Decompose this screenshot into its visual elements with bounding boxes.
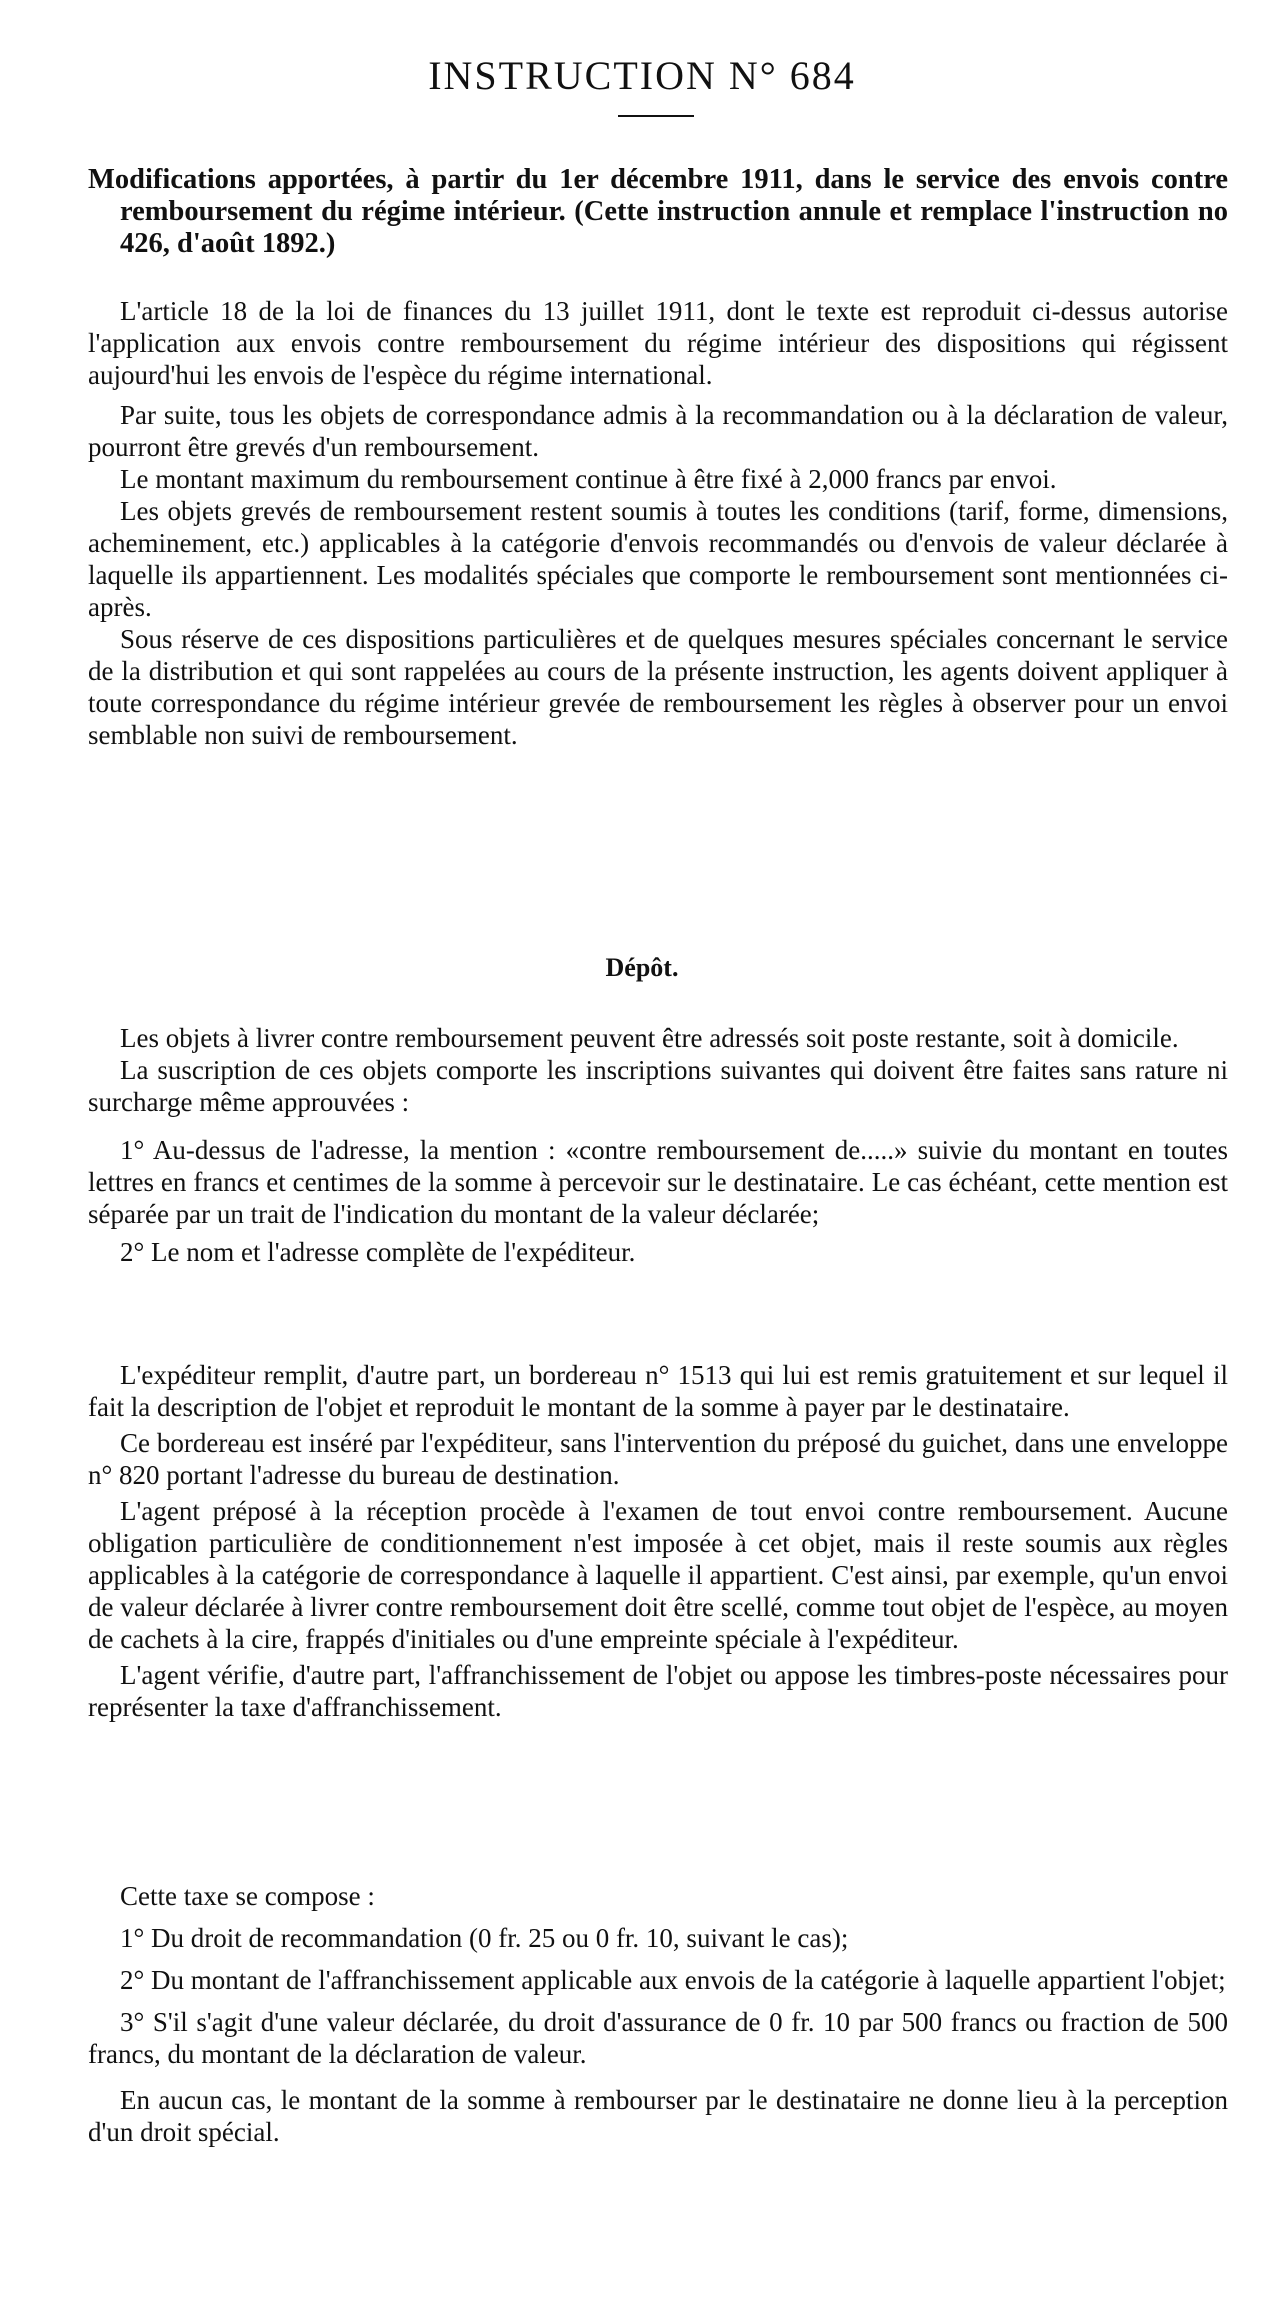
- list-item: 1° Au-dessus de l'adresse, la mention : «contre remboursement de.....» suivie du montant en toutes lettres en francs et centimes de la somme à percevoir sur le destinataire. Le cas échéant, cette mention est séparée par un trait de l'indication du montant de la valeur déclarée;: [88, 1135, 1228, 1229]
- list-item: 2° Du montant de l'affranchissement applicable aux envois de la catégorie à laquelle appartient l'objet;: [120, 1965, 1226, 1995]
- title-underline: [618, 115, 694, 117]
- paragraph: Cette taxe se compose :: [120, 1881, 375, 1911]
- paragraph: Les objets grevés de remboursement restent soumis à toutes les conditions (tarif, forme, dimensions, acheminement, etc.) applicables à la catégorie d'envois recommandés ou d'envois de valeur déclarée à laquelle ils appartiennent. Les modalités spéciales que comporte le remboursement sont mentionnées ci-après.: [88, 496, 1228, 622]
- bordereau-section: [88, 1359, 1228, 1723]
- paragraph: Par suite, tous les objets de correspondance admis à la recommandation ou à la déclaration de valeur, pourront être grevés d'un remboursement.: [88, 400, 1228, 462]
- paragraph: L'article 18 de la loi de finances du 13 juillet 1911, dont le texte est reproduit ci-dessus autorise l'application aux envois contre remboursement du régime intérieur des dispositions qui régissent aujourd'hui les envois de l'espèce du régime international.: [88, 296, 1228, 390]
- instruction-title: INSTRUCTION N° 684: [428, 53, 856, 98]
- paragraph: L'expéditeur remplit, d'autre part, un bordereau n° 1513 qui lui est remis gratuitement et sur lequel il fait la description de l'objet et reproduit le montant de la somme à payer par le destinataire.: [88, 1360, 1228, 1422]
- list-item: 3° S'il s'agit d'une valeur déclarée, du droit d'assurance de 0 fr. 10 par 500 francs ou fraction de 500 francs, du montant de la déclaration de valeur.: [88, 2007, 1228, 2069]
- instruction-subtitle: Modifications apportées, à partir du 1er décembre 1911, dans le service des envois contre remboursement du régime intérieur. (Cette instruction annule et remplace l'instruction no 426, d'août 1892.): [88, 164, 1228, 259]
- depot-section: [88, 1022, 1228, 1268]
- paragraph: Ce bordereau est inséré par l'expéditeur, sans l'intervention du préposé du guichet, dans une enveloppe n° 820 portant l'adresse du bureau de destination.: [88, 1428, 1228, 1490]
- paragraph: Sous réserve de ces dispositions particulières et de quelques mesures spéciales concernant le service de la distribution et qui sont rappelées au cours de la présente instruction, les agents doivent appliquer à toute correspondance du régime intérieur grevée de remboursement les règles à observer pour un envoi semblable non suivi de remboursement.: [88, 624, 1228, 750]
- paragraph: La suscription de ces objets comporte les inscriptions suivantes qui doivent être faites sans rature ni surcharge même approuvées :: [88, 1055, 1228, 1117]
- list-item: 2° Le nom et l'adresse complète de l'expéditeur.: [120, 1237, 636, 1267]
- paragraph: L'agent vérifie, d'autre part, l'affranchissement de l'objet ou appose les timbres-poste nécessaires pour représenter la taxe d'affranchissement.: [88, 1660, 1228, 1722]
- paragraph: L'agent préposé à la réception procède à l'examen de tout envoi contre remboursement. Aucune obligation particulière de conditionnement n'est imposée à cet objet, mais il reste soumis aux règles applicables à la catégorie de correspondance à laquelle il appartient. C'est ainsi, par exemple, qu'un envoi de valeur déclarée à livrer contre remboursement doit être scellé, comme tout objet de l'espèce, au moyen de cachets à la cire, frappés d'initiales ou d'une empreinte spéciale à l'expéditeur.: [88, 1496, 1228, 1654]
- list-item: 1° Du droit de recommandation (0 fr. 25 ou 0 fr. 10, suivant le cas);: [120, 1923, 849, 1953]
- section-heading-depot: Dépôt.: [605, 953, 679, 982]
- paragraph: En aucun cas, le montant de la somme à rembourser par le destinataire ne donne lieu à la perception d'un droit spécial.: [88, 2085, 1228, 2147]
- taxe-section: [88, 1880, 1228, 2148]
- paragraph: Les objets à livrer contre remboursement peuvent être adressés soit poste restante, soit à domicile.: [120, 1023, 1179, 1053]
- intro-section: [88, 295, 1228, 751]
- paragraph: Le montant maximum du remboursement continue à être fixé à 2,000 francs par envoi.: [120, 464, 1057, 494]
